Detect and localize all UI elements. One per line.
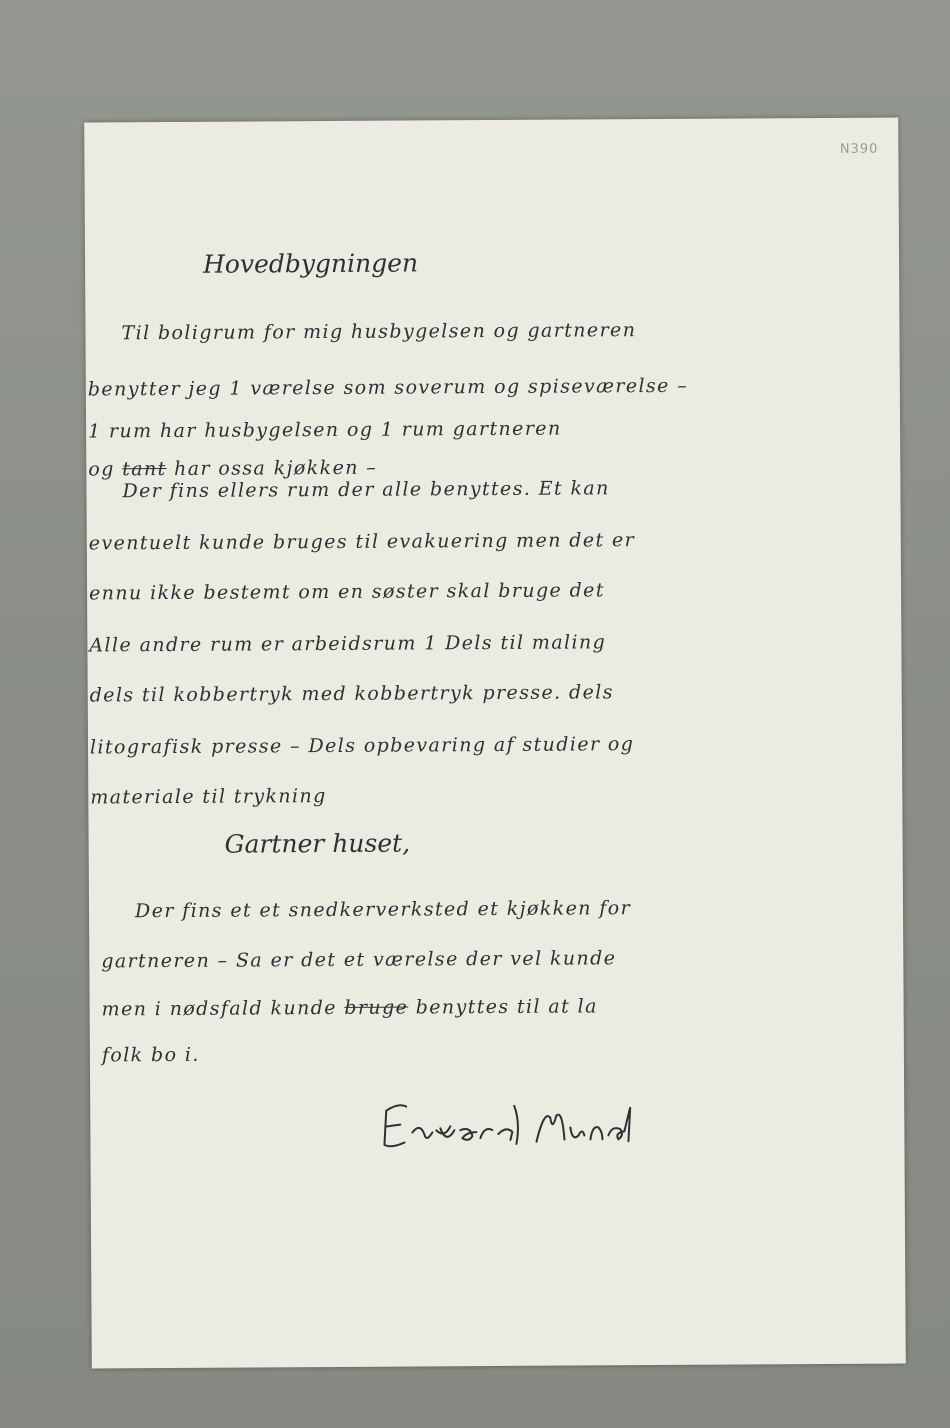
text-line: litografisk presse – Dels opbevaring af studier og [89,733,635,759]
text-line: ennu ikke bestemt om en søster skal bruge det [89,579,605,605]
text-word: har ossa kjøkken – [174,456,378,480]
struck-word: tant [122,458,167,481]
text-line: Alle andre rum er arbeidsrum 1 Dels til maling [89,631,607,657]
subheading: Gartner huset, [224,828,411,859]
text-word: men i nødsfald kunde [101,996,337,1021]
text-line: Der fins ellers rum der alle benyttes. Et kan [122,477,610,503]
text-line [102,995,598,1020]
heading: Hovedbygningen [202,248,419,279]
text-line: Til boligrum for mig husbygelsen og gartneren [121,319,637,345]
text-word: og [88,458,115,481]
manuscript-page [84,118,906,1369]
catalog-number: N390 [839,141,879,157]
text-line: materiale til trykning [90,785,327,809]
text-line: eventuelt kunde bruges til evakuering men det er [88,529,636,555]
text-line: benytter jeg 1 værelse som soverum og spiseværelse – [87,374,689,401]
text-line: dels til kobbertryk med kobbertryk presse. dels [89,681,614,707]
text-word: benyttes til at la [415,995,598,1019]
text-line: 1 rum har husbygelsen og 1 rum gartneren [88,417,562,443]
text-line [88,457,377,481]
text-line: folk bo i. [101,1043,200,1067]
text-line: Der fins et et snedkerverksted et kjøkken for [134,897,632,923]
signature [380,1091,640,1163]
signature-image [380,1091,640,1163]
text-line: gartneren – Sa er det et værelse der vel kunde [101,947,617,973]
struck-word: bruge [344,996,409,1019]
